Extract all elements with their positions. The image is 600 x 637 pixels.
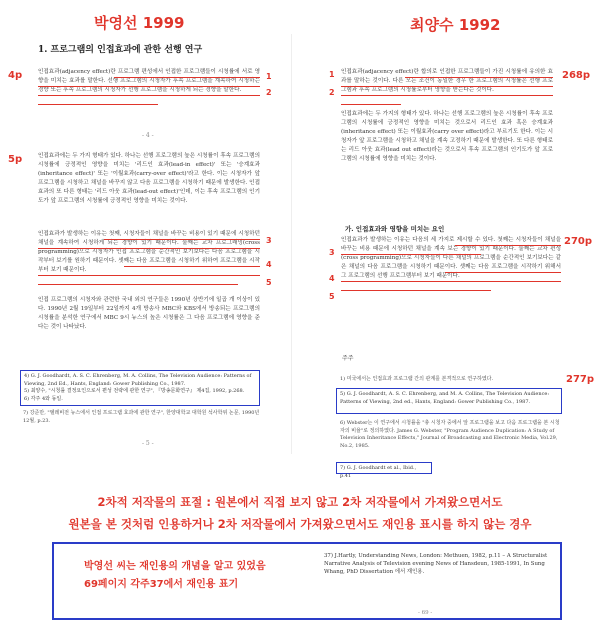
evidence-box <box>52 542 562 620</box>
evidence-note <box>84 558 304 594</box>
evidence-note-line-1: 박영선 씨는 재인용의 개념을 알고 있었음 <box>84 561 266 572</box>
marker-1: 1 <box>329 70 335 79</box>
right-page-marker-268p: 268p <box>562 70 591 81</box>
marker-3: 3 <box>329 248 335 257</box>
left-page-number-5: - 5 - <box>142 440 154 447</box>
left-footnote-7: 7) 강준만, "텔레비전 뉴스에서 인접 프로그램 효과에 관한 연구", 한양대학교 대학원 석사학위 논문, 1990년 12월, p.23. <box>23 410 260 424</box>
left-page-marker-5p: 5p <box>8 154 23 165</box>
marker-4: 4 <box>266 260 272 269</box>
underline <box>114 77 260 78</box>
right-page-marker-270p: 270p <box>564 236 593 247</box>
underline <box>445 272 561 273</box>
underline <box>38 86 260 87</box>
left-document <box>4 34 292 454</box>
left-source-title: 박영선 1999 <box>94 14 185 32</box>
marker-4: 4 <box>329 274 335 283</box>
underline <box>124 266 260 267</box>
evidence-citation: 37) J.Hartly, Understanding News, London: Methuen, 1982, p.11 – A Structuralist Narrative Analysis of Television evening News of Hansdeun, 1985-1991, In Sung Whang, PhD Dissertation 에서 재인용. <box>324 553 548 575</box>
underline <box>455 245 561 246</box>
right-paragraph-268-b: 인접효과에는 두 가지의 형태가 있다. 하나는 선행 프로그램의 높은 시청률이 후속 프로그램의 시청률에 긍정적인 영향을 미치는 것으로서 리드인 효과 혹은 승계효과(inheritance effect) 또는 이월효과(carry over effect)라고 부르기도 한다. 이는 시청자가 앞 프로그램을 시청하고 채널을 계속 고정하기 때문에 발생한다. 또 다른 형태로는 리드 아웃 효과(lead out effect)라는 것으로서 후속 프로그램의 인기도가 앞 프로그램의 시청률에 영향을 미치는 것이다. <box>341 111 553 162</box>
underline <box>341 254 481 255</box>
underline <box>104 239 260 240</box>
caption-line-2: 원본을 본 것처럼 인용하거나 2차 저작물에서 가져왔으면서도 재인용 표시를 하지 않는 경우 <box>68 517 532 531</box>
underline <box>341 95 553 96</box>
right-section-title: 가. 인접효과와 영향을 미치는 요인 <box>345 225 445 233</box>
marker-5: 5 <box>329 292 335 301</box>
underline <box>341 86 553 87</box>
right-note-6: 6) Webster는 이 연구에서 시청률을 "총 시청자 중에서 앞 프로그램을 보고 다음 프로그램을 본 시청자의 비율"로 정의하였다. James G. Webster, "Program Audience Duplication: A Study of Television Inheritance Effects," Journal of Broadcasting and Electronic Media, Vol.29, No.2, 1985. <box>340 420 560 449</box>
underline <box>405 77 553 78</box>
underline <box>341 281 561 282</box>
underline <box>341 104 401 105</box>
left-page-marker-4p: 4p <box>8 70 23 81</box>
underline <box>38 275 260 276</box>
marker-2: 2 <box>266 88 272 97</box>
left-paragraph-5p-c: 인접 프로그램의 시청자와 관련한 국내 외의 연구들은 1990년 상반기에 일곱 개 이상이 있다. 1990년 2월 19일부터 22일까지 4개 방송사 MBC와 KBS에서 방송되는 프로그램의 시청률을 분석한 연구에서 MBC 9시 뉴스의 높은 시청률은 그 다음 프로그램에 영향을 준다는 것이 나타났다. <box>38 297 260 330</box>
right-paragraph-270: 인접효과가 발생하는 이유는 다음의 세 가지로 제시할 수 있다. 첫째는 시청자들이 채널을 바꾸는 비용 때문에 시청하던 채널을 계속 보는 경향이 있기 때문이다. 둘째는 교차 편성(cross programming)으로 시청자들이 다른 채널의 프로그램을 순간적인 보기보다는 같은 채널의 다음 프로그램을 시청하기 때문이다. 셋째는 다음 프로그램을 시작하기 위해서 그 프로그램의 선행 프로그램부터 보기 때문이다. <box>341 237 561 279</box>
underline <box>38 104 158 105</box>
right-paragraph-268: 인접효과(adjacency effect)란 합의로 인접한 프로그램들이 가진 시청률에 유의한 효과를 말하는 것이다. 다른 모든 조건이 동일한 경우 한 프로그램의 시청률은 선행 프로그램과 후속 프로그램의 시청률로부터 영향을 받는다는 것이다. <box>341 69 553 93</box>
left-paragraph-5p-a: 인접효과에는 두 가지 형태가 있다. 하나는 선행 프로그램의 높은 시청률이 후속 프로그램의 시청률에 긍정적인 영향을 미치는 '리드인 효과(lead-in effect)' 또는 '승계효과(inheritance effect)' 또는 '이월효과(carry-over effect)'라고 한다. 이는 시청자가 앞 프로그램을 시청하고 채널을 바꾸지 않고 다음 프로그램을 시청하기 때문에 발생한다. 인접효과의 또 다른 형태는 '리드 아웃 효과(lead-out effect)'인데, 이는 후속 프로그램의 인기도가 앞 프로그램의 시청률에 긍정적인 영향을 미치는 것이다. <box>38 153 260 204</box>
right-footnote-box-2: 7) G. J. Goodhardt et al., Ibid., p.41 <box>336 462 432 474</box>
underline <box>38 284 238 285</box>
right-note-1: 1) 미국에서는 인접효과 프로그램 간의 관계를 본격적으로 연구하였다. <box>340 376 494 382</box>
marker-1: 1 <box>266 72 272 81</box>
marker-3: 3 <box>266 236 272 245</box>
evidence-page-number: - 69 - <box>418 610 433 616</box>
evidence-note-line-2: 69페이지 각주37에서 재인용 표기 <box>84 579 239 590</box>
right-footnote-box: 5) G. J. Goodhardt, A. S. C. Ehrenberg, and M. A. Collins, The Television Audience: Patterns of Viewing, 2nd ed., Hants, England: Gower Publishing Co., 1987. <box>336 388 562 414</box>
marker-5: 5 <box>266 278 272 287</box>
left-paragraph-4p: 인접효과(adjacency effect)란 프로그램 편성에서 인접한 프로그램들이 시청률에 서로 영향을 미치는 효과를 말한다. 선행 프로그램의 시청자가 후속 프로그램을 계속하여 시청하는 경향 또는 후속 프로그램의 시청자가 선행 프로그램을 시청하게 되는 경향을 말한다. <box>38 69 260 93</box>
caption-line-1: 2차적 저작물의 표절 : 원본에서 직접 보지 않고 2차 저작물에서 가져왔으면서도 <box>97 495 503 509</box>
underline <box>38 248 260 249</box>
left-page-number-4: - 4 - <box>142 132 154 139</box>
left-footnote-4: 4) G. J. Goodhardt, A. S. C. Ehrenberg, M. A. Collins, The Television Audience: Patterns of Viewing, 2nd Ed., Hants, England: Gower Publishing Co., 1987. <box>24 373 252 387</box>
marker-2: 2 <box>329 88 335 97</box>
left-footnote-6: 6) 각주 4와 동일. <box>24 395 63 402</box>
underline <box>341 290 491 291</box>
left-section-title: 1. 프로그램의 인접효과에 관한 선행 연구 <box>38 45 203 55</box>
left-footnote-5: 5) 최양수, "시청률 결정요인으로서 편성 전략에 관한 연구", 『방송문화연구』 제4집, 1992, p.268. <box>24 388 245 394</box>
underline <box>38 95 260 96</box>
left-paragraph-5p-b: 인접효과가 발생하는 이유는 첫째, 시청자들이 채널을 바꾸는 비용이 있기 때문에 시청하던 채널을 계속하여 시청하게 되는 경향이 있기 때문이다. 둘째는 교차 프로그래밍(cross programming)으로 시청자가 인접 프로그램을 순간적인 보기보다는 다음 프로그램을 시작부터 보기를 원하기 때문이다. 셋째는 다음 프로그램을 시청하기 위하여 프로그램을 시작부터 보기 때문이다. <box>38 231 260 273</box>
right-document <box>305 60 597 360</box>
right-notes-label: 주주 <box>342 355 354 362</box>
right-page-marker-277p: 277p <box>566 374 595 385</box>
right-source-title: 최양수 1992 <box>410 16 501 34</box>
left-footnote-box <box>20 370 260 406</box>
